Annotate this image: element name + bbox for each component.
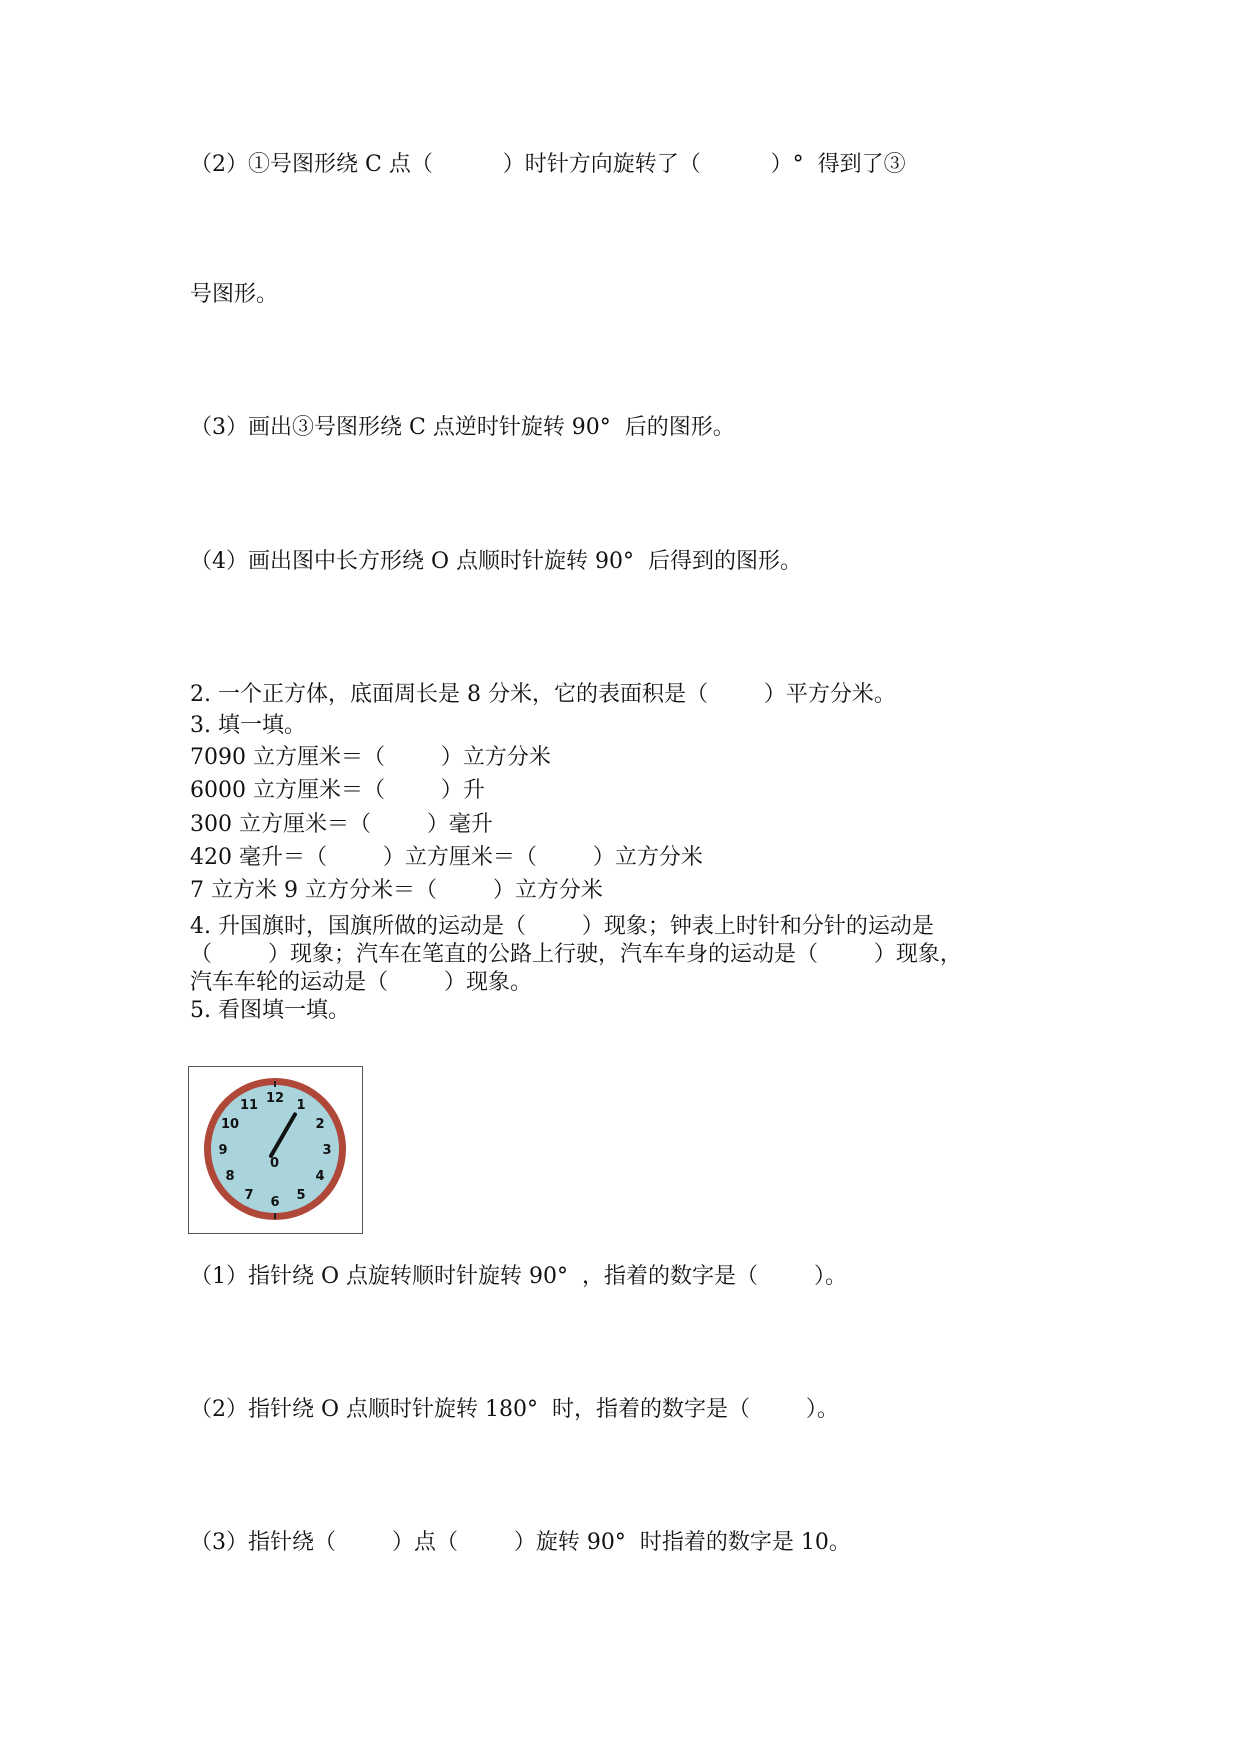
- clock-number: 6: [270, 1195, 280, 1210]
- clock-face: [189, 1067, 362, 1233]
- q4-line2: （ ）现象；汽车在笔直的公路上行驶，汽车车身的运动是（ ）现象，: [190, 942, 962, 967]
- q5-part2: （2）指针绕 O 点顺时针旋转 180° 时，指着的数字是（ ）。: [190, 1397, 839, 1422]
- q1-part4: （4）画出图中长方形绕 O 点顺时针旋转 90° 后得到的图形。: [190, 549, 802, 574]
- q3-item: 6000 立方厘米＝（ ）升: [190, 778, 485, 803]
- clock-number: 12: [265, 1091, 285, 1106]
- q5-title: 5. 看图填一填。: [190, 998, 350, 1023]
- q5-part3: （3）指针绕（ ）点（ ）旋转 90° 时指着的数字是 10。: [190, 1530, 851, 1555]
- clock-number: 11: [239, 1098, 259, 1113]
- clock-number: 10: [220, 1117, 240, 1132]
- q1-part2-line1: （2）①号图形绕 C 点（ ）时针方向旋转了（ ）° 得到了③: [190, 152, 906, 177]
- clock-number: 1: [296, 1098, 306, 1113]
- clock-center-label: 0: [270, 1156, 280, 1171]
- clock-figure: [188, 1066, 363, 1234]
- q3-item: 7 立方米 9 立方分米＝（ ）立方分米: [190, 878, 603, 903]
- q1-part3: （3）画出③号图形绕 C 点逆时针旋转 90° 后的图形。: [190, 415, 735, 440]
- q4-line3: 汽车车轮的运动是（ ）现象。: [190, 970, 532, 995]
- q2-question: 2. 一个正方体，底面周长是 8 分米，它的表面积是（ ）平方分米。: [190, 682, 896, 707]
- q3-item: 7090 立方厘米＝（ ）立方分米: [190, 745, 551, 770]
- clock-number: 7: [244, 1188, 254, 1203]
- q4-line1: 4. 升国旗时，国旗所做的运动是（ ）现象；钟表上时针和分针的运动是: [190, 914, 934, 939]
- q1-part2-line2: 号图形。: [190, 282, 279, 307]
- clock-number: 8: [225, 1169, 235, 1184]
- q3-title: 3. 填一填。: [190, 713, 306, 738]
- clock-number: 4: [315, 1169, 325, 1184]
- clock-number: 2: [315, 1117, 325, 1132]
- clock-number: 9: [218, 1143, 228, 1158]
- clock-number: 5: [296, 1188, 306, 1203]
- q3-item: 420 毫升＝（ ）立方厘米＝（ ）立方分米: [190, 845, 703, 870]
- q5-part1: （1）指针绕 O 点旋转顺时针旋转 90° ，指着的数字是（ ）。: [190, 1264, 847, 1289]
- q3-item: 300 立方厘米＝（ ）毫升: [190, 812, 493, 837]
- clock-number: 3: [322, 1143, 332, 1158]
